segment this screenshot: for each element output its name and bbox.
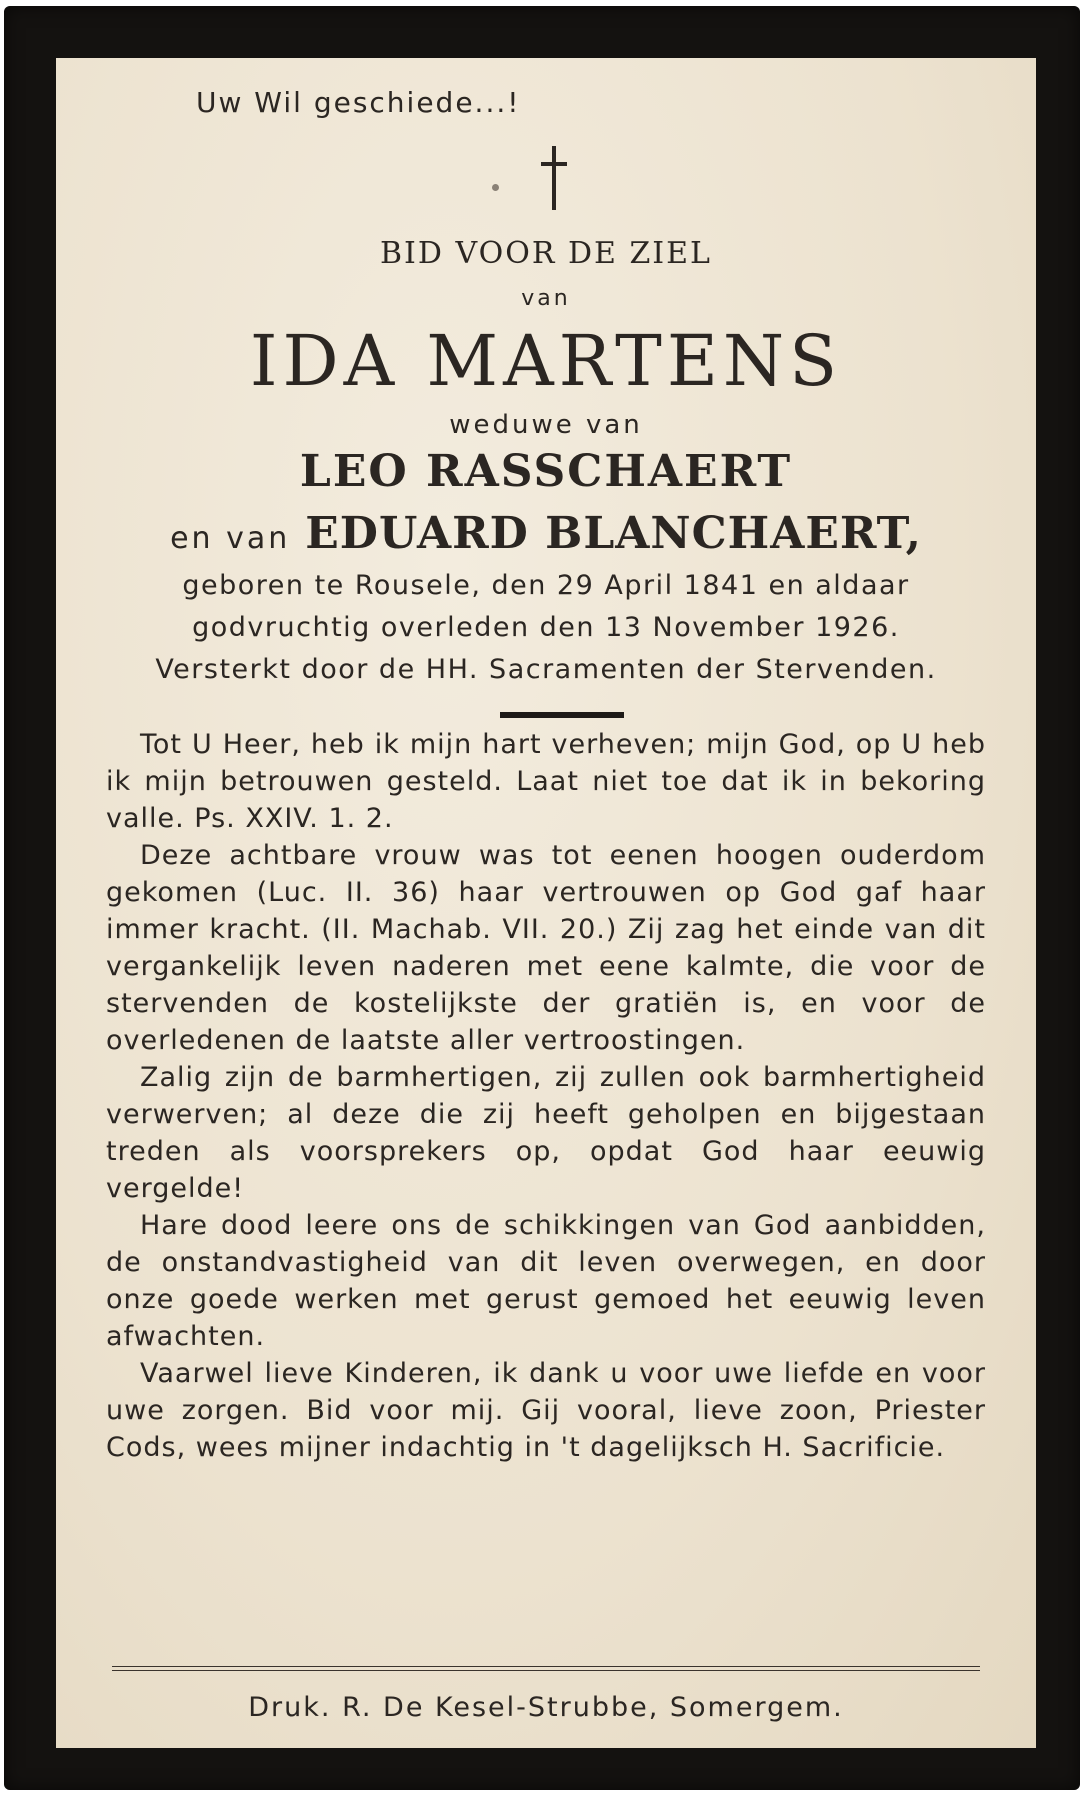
second-husband-name: EDUARD BLANCHAERT, bbox=[305, 508, 922, 559]
prayer-paragraph: Tot U Heer, heb ik mijn hart verheven; mijn God, op U heb ik mijn betrouwen gesteld. Laat niet toe dat ik in bekoring valle. Ps. XXIV. 1. 2. bbox=[106, 729, 986, 834]
motto: Uw Wil geschiede...! bbox=[196, 86, 521, 119]
deceased-name: IDA MARTENS bbox=[249, 320, 843, 402]
second-husband-line bbox=[56, 508, 1036, 559]
prayer-card-paper bbox=[56, 58, 1036, 1748]
mourning-card-border bbox=[4, 6, 1080, 1790]
prayer-paragraph: Hare dood leere ons de schikkingen van God aanbidden, de onstandvastigheid van dit leven overwegen, en door onze goede werken met gerust gemoed het eeuwig leven afwachten. bbox=[106, 1210, 986, 1352]
prayer-text bbox=[106, 726, 986, 1466]
en-van-label: en van bbox=[170, 521, 291, 556]
cross-icon bbox=[552, 146, 556, 210]
prayer-paragraph: Vaarwel lieve Kinderen, ik dank u voor uwe liefde en voor uwe zorgen. Bid voor mij. Gij vooral, lieve zoon, Priester Cods, wees mijner indachtig in 't dagelijksch H. Sacrificie. bbox=[106, 1358, 986, 1463]
prayer-paragraph: Zalig zijn de barmhertigen, zij zullen ook barmhertigheid verwerven; al deze die zij heeft geholpen en bijgestaan treden als voorsprekers op, opdat God haar eeuwig vergelde! bbox=[106, 1062, 986, 1204]
footer-divider bbox=[112, 1666, 980, 1671]
divider-bar bbox=[500, 712, 624, 718]
prayer-paragraph: Deze achtbare vrouw was tot eenen hoogen ouderdom gekomen (Luc. II. 36) haar vertrouwen op God gaf haar immer kracht. (II. Machab. VII. 20.) Zij zag het einde van dit vergankelijk leven naderen met eene kalmte, die voor de stervenden de kostelijkste der gratiën is, en voor de overledenen de laatste aller vertroostingen. bbox=[106, 840, 986, 1056]
death-line: godvruchtig overleden den 13 November 1926. bbox=[192, 612, 900, 643]
ink-dot bbox=[492, 184, 499, 191]
birth-line: geboren te Rousele, den 29 April 1841 en aldaar bbox=[182, 570, 910, 601]
van-label: van bbox=[521, 286, 571, 311]
printer-imprint: Druk. R. De Kesel-Strubbe, Somergem. bbox=[248, 1692, 844, 1723]
first-husband-name: LEO RASSCHAERT bbox=[299, 446, 793, 497]
sacraments-line: Versterkt door de HH. Sacramenten der Stervenden. bbox=[155, 654, 937, 685]
widow-of-label: weduwe van bbox=[449, 410, 643, 440]
prayer-heading: BID VOOR DE ZIEL bbox=[380, 236, 712, 271]
